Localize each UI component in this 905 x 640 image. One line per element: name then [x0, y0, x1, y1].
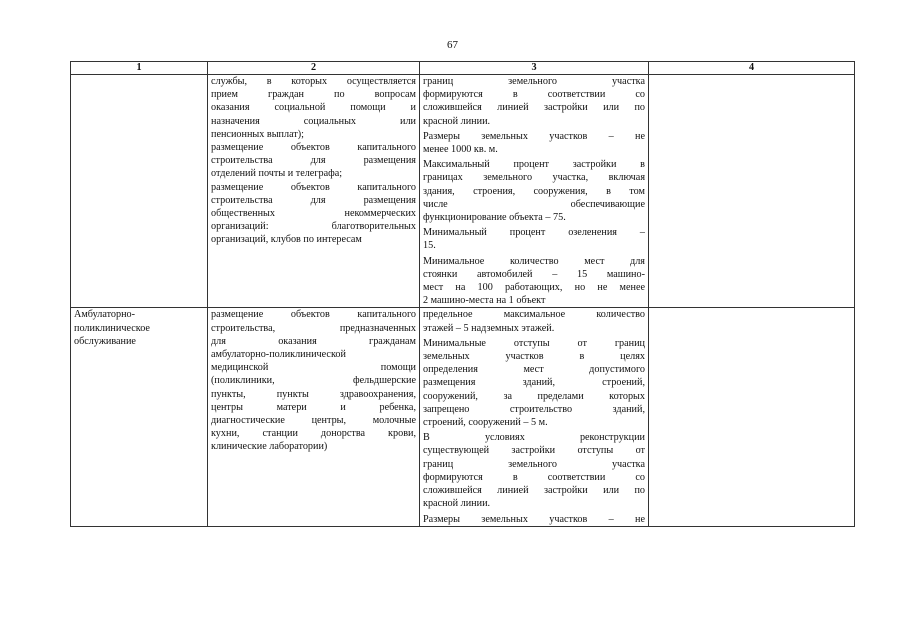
column-header-2: 2	[208, 62, 420, 75]
text-line: здания, строения, сооружения, в том	[423, 185, 645, 197]
text-line: медицинской помощи	[211, 362, 416, 374]
text-line: размещения зданий, строений,	[423, 377, 645, 389]
text-line: размещение объектов капитального	[211, 309, 416, 321]
text-line: центры матери и ребенка,	[211, 401, 416, 413]
text-line: общественных некоммерческих	[211, 208, 416, 220]
text-line: В условиях реконструкции	[423, 432, 645, 444]
cell-use-type	[71, 308, 208, 526]
text-line: (поликлиники, фельдшерские	[211, 375, 416, 387]
text-line: строений, сооружений – 5 м.	[423, 417, 548, 429]
column-header-4: 4	[649, 62, 855, 75]
text-line: мест на 100 работающих, но не менее	[423, 282, 645, 294]
cell-notes	[649, 75, 855, 308]
text-line: границ земельного участка	[423, 458, 645, 470]
cell-notes	[649, 308, 855, 526]
cell-use-type	[71, 75, 208, 308]
table-row	[71, 75, 855, 308]
text-line: числе обеспечивающие	[423, 198, 645, 210]
text-line: оказания социальной помощи и	[211, 102, 416, 114]
text-line: существующей застройки отступы от	[423, 445, 645, 457]
column-header-1: 1	[71, 62, 208, 75]
text-line: службы, в которых осуществляется	[211, 76, 416, 87]
text-line: Максимальный процент застройки в	[423, 159, 645, 171]
text-line: сложившейся линией застройки или по	[423, 485, 645, 497]
table-header-row	[71, 62, 855, 75]
text-line: сложившейся линией застройки или по	[423, 102, 645, 114]
text-line: Размеры земельных участков – не	[423, 513, 645, 525]
regulations-table	[70, 61, 855, 527]
text-line: клинические лаборатории)	[211, 441, 328, 453]
text-line: организаций, клубов по интересам	[211, 234, 362, 246]
column-header-3: 3	[420, 62, 649, 75]
text-line: отделений почты и телеграфа;	[211, 168, 343, 180]
cell-use-description	[208, 75, 420, 308]
text-line: для оказания гражданам	[211, 335, 416, 347]
text-line: сооружений, за пределами которых	[423, 390, 645, 402]
text-line: Размеры земельных участков – не	[423, 130, 645, 142]
text-line: назначения социальных или	[211, 115, 416, 127]
text-line: красной линии.	[423, 498, 491, 510]
table-row	[71, 308, 855, 526]
text-line: 2 машино-места на 1 объект	[423, 295, 546, 307]
text-line: менее 1000 кв. м.	[423, 144, 498, 156]
text-line: Амбулаторно-	[74, 309, 136, 321]
text-line: Минимальные отступы от границ	[423, 337, 645, 349]
text-line: предельное максимальное количество	[423, 309, 645, 321]
text-line: поликлиническое	[74, 322, 150, 334]
cell-parameters	[420, 75, 649, 308]
text-line: формируются в соответствии со	[423, 471, 645, 483]
text-line: прием граждан по вопросам	[211, 89, 416, 101]
text-line: формируются в соответствии со	[423, 89, 645, 101]
text-line: Минимальное количество мест для	[423, 255, 645, 267]
text-line: определения мест допустимого	[423, 364, 645, 376]
text-line: диагностические центры, молочные	[211, 415, 416, 427]
page-number: 67	[447, 39, 458, 51]
text-line: строительства для размещения	[211, 194, 416, 206]
text-line: организаций: благотворительных	[211, 221, 416, 233]
text-line: стоянки автомобилей – 15 машино-	[423, 268, 645, 280]
text-line: запрещено строительство зданий,	[423, 403, 645, 415]
text-line: размещение объектов капитального	[211, 142, 416, 154]
text-line: границах земельного участка, включая	[423, 172, 645, 184]
text-line: размещение объектов капитального	[211, 181, 416, 193]
text-line: земельных участков в целях	[423, 351, 645, 363]
text-line: 15.	[423, 240, 436, 252]
text-line: границ земельного участка	[423, 76, 645, 87]
text-line: Минимальный процент озеленения –	[423, 227, 645, 239]
text-line: строительства, предназначенных	[211, 322, 416, 334]
cell-use-description	[208, 308, 420, 526]
text-line: обслуживание	[74, 335, 136, 347]
text-line: строительства для размещения	[211, 155, 416, 167]
cell-parameters	[420, 308, 649, 526]
text-line: пенсионных выплат);	[211, 128, 305, 140]
text-line: амбулаторно-поликлинической	[211, 349, 346, 361]
text-line: пункты, пункты здравоохранения,	[211, 388, 416, 400]
text-line: красной линии.	[423, 115, 491, 127]
text-line: функционирование объекта – 75.	[423, 212, 566, 224]
text-line: этажей – 5 надземных этажей.	[423, 322, 555, 334]
text-line: кухни, станции донорства крови,	[211, 428, 416, 440]
